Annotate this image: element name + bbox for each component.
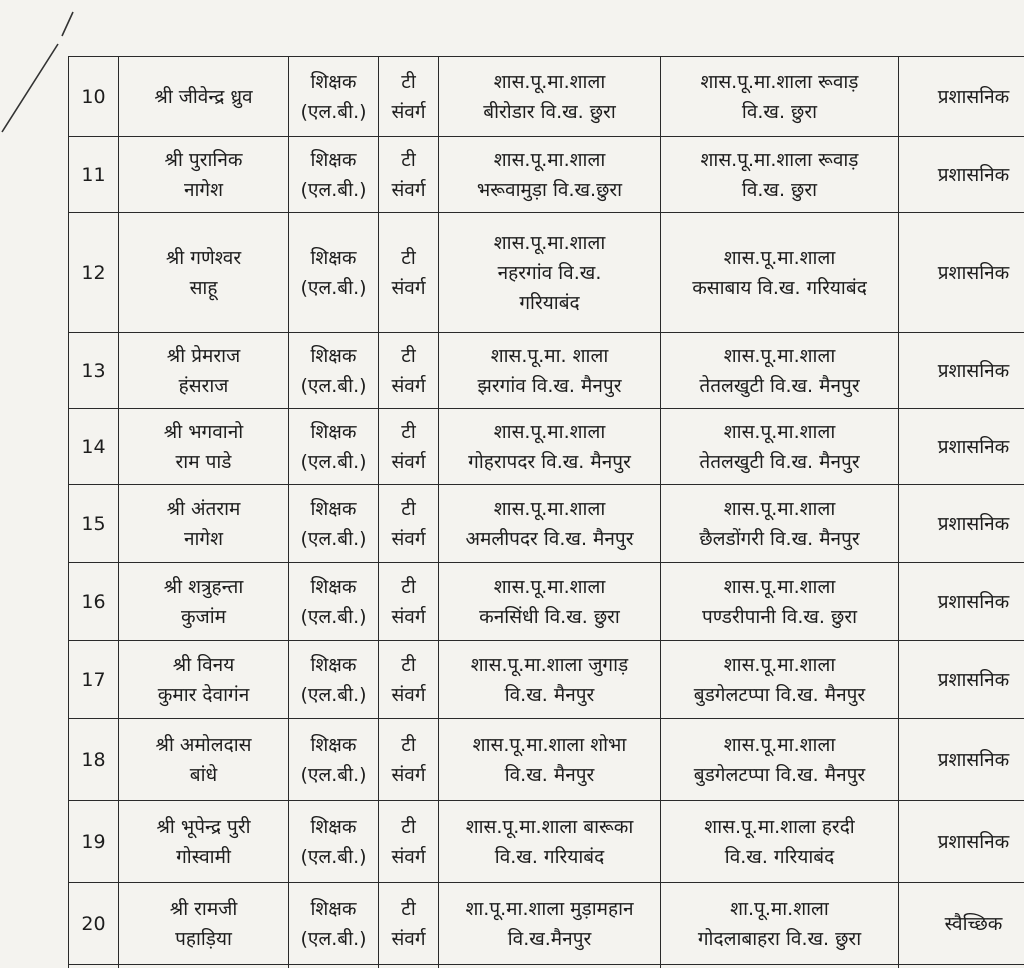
cadre-cell-line: टी — [401, 653, 416, 676]
transfer-school-cell-line: छैलडोंगरी वि.ख. मैनपुर — [699, 527, 860, 550]
transfer-type-cell: प्रशासनिक — [899, 333, 1024, 409]
partial-cell — [899, 965, 1024, 968]
table-row — [69, 137, 1024, 213]
teacher-name-cell — [119, 57, 289, 137]
current-school-cell-line: गोहरापदर वि.ख. मैनपुर — [468, 450, 631, 473]
post-cell-line: (एल.बी.) — [300, 276, 367, 299]
transfer-school-cell-line: शास.पू.मा.शाला रूवाड़ — [700, 70, 859, 93]
transfer-school-cell-line: तेतलखुटी वि.ख. मैनपुर — [699, 450, 860, 473]
cadre-cell — [379, 883, 439, 965]
current-school-cell-line: झरगांव वि.ख. मैनपुर — [477, 374, 622, 397]
teacher-name-cell-line: कुजांम — [181, 605, 226, 628]
transfer-type-cell: प्रशासनिक — [899, 213, 1024, 333]
transfer-school-cell-line: शास.पू.मा.शाला — [723, 653, 836, 676]
cadre-cell-line: संवर्ग — [391, 605, 426, 628]
current-school-cell-line: शास.पू.मा.शाला — [493, 70, 606, 93]
teacher-name-cell — [119, 641, 289, 719]
current-school-cell-line: शास.पू.मा.शाला शोभा — [472, 733, 627, 756]
post-cell — [289, 883, 379, 965]
teacher-name-cell — [119, 409, 289, 485]
teacher-name-cell-line: श्री पुरानिक — [164, 148, 243, 171]
post-cell-line: शिक्षक — [310, 148, 357, 171]
post-cell — [289, 801, 379, 883]
transfer-type-cell: प्रशासनिक — [899, 801, 1024, 883]
partial-cell — [439, 965, 661, 968]
teacher-name-cell — [119, 137, 289, 213]
cadre-cell — [379, 137, 439, 213]
cadre-cell — [379, 801, 439, 883]
transfer-school-cell — [661, 883, 899, 965]
transfer-school-cell-line: शास.पू.मा.शाला हरदी — [704, 815, 855, 838]
transfer-school-cell — [661, 137, 899, 213]
current-school-cell-line: बीरोडार वि.ख. छुरा — [483, 100, 616, 123]
cadre-cell-line: संवर्ग — [391, 763, 426, 786]
serial-number-cell: 10 — [69, 57, 119, 137]
transfer-school-cell-line: शास.पू.मा.शाला — [723, 344, 836, 367]
partial-cell — [661, 965, 899, 968]
transfer-school-cell — [661, 719, 899, 801]
current-school-cell-line: वि.ख. गरियाबंद — [494, 845, 605, 868]
transfer-school-cell — [661, 333, 899, 409]
cadre-cell-line: टी — [401, 70, 416, 93]
partial-cell — [289, 965, 379, 968]
current-school-cell-line: अमलीपदर वि.ख. मैनपुर — [465, 527, 634, 550]
cadre-cell-line: टी — [401, 815, 416, 838]
post-cell-line: शिक्षक — [310, 497, 357, 520]
teacher-name-cell-line: श्री भगवानो — [163, 420, 244, 443]
current-school-cell-line: शास.पू.मा.शाला — [493, 148, 606, 171]
table-row — [69, 719, 1024, 801]
post-cell-line: (एल.बी.) — [300, 927, 367, 950]
table-row-partial — [69, 965, 1024, 968]
post-cell-line: शिक्षक — [310, 344, 357, 367]
current-school-cell — [439, 485, 661, 563]
current-school-cell — [439, 409, 661, 485]
serial-number-cell: 17 — [69, 641, 119, 719]
transfer-school-cell-line: पण्डरीपानी वि.ख. छुरा — [701, 605, 858, 628]
teacher-name-cell-line: गोस्वामी — [176, 845, 231, 868]
table-row — [69, 485, 1024, 563]
teacher-name-cell-line: श्री विनय — [172, 653, 235, 676]
current-school-cell-line: भरूवामुड़ा वि.ख.छुरा — [476, 178, 623, 201]
table-row — [69, 213, 1024, 333]
serial-number-cell: 18 — [69, 719, 119, 801]
cadre-cell — [379, 563, 439, 641]
transfer-school-cell — [661, 213, 899, 333]
partial-cell — [69, 965, 119, 968]
serial-number-cell: 20 — [69, 883, 119, 965]
teacher-name-cell — [119, 563, 289, 641]
cadre-cell-line: संवर्ग — [391, 450, 426, 473]
transfer-school-cell-line: वि.ख. छुरा — [741, 178, 818, 201]
cadre-cell-line: टी — [401, 420, 416, 443]
partial-cell — [119, 965, 289, 968]
transfer-school-cell-line: वि.ख. गरियाबंद — [724, 845, 835, 868]
post-cell — [289, 409, 379, 485]
current-school-cell-line: नहरगांव वि.ख. — [497, 261, 602, 284]
post-cell — [289, 137, 379, 213]
post-cell — [289, 213, 379, 333]
partial-cell — [379, 965, 439, 968]
current-school-cell — [439, 641, 661, 719]
current-school-cell — [439, 563, 661, 641]
post-cell-line: शिक्षक — [310, 246, 357, 269]
cadre-cell-line: संवर्ग — [391, 276, 426, 299]
teacher-name-cell-line: हंसराज — [178, 374, 229, 397]
post-cell-line: शिक्षक — [310, 897, 357, 920]
cadre-cell-line: संवर्ग — [391, 178, 426, 201]
current-school-cell — [439, 883, 661, 965]
transfer-school-cell — [661, 641, 899, 719]
serial-number-cell: 11 — [69, 137, 119, 213]
current-school-cell-line: शा.पू.मा.शाला मुड़ामहान — [465, 897, 634, 920]
transfer-type-cell: प्रशासनिक — [899, 485, 1024, 563]
transfer-school-cell — [661, 563, 899, 641]
table-row — [69, 333, 1024, 409]
post-cell-line: (एल.बी.) — [300, 178, 367, 201]
teacher-name-cell-line: साहू — [189, 276, 218, 299]
transfer-type-cell: प्रशासनिक — [899, 409, 1024, 485]
post-cell-line: (एल.बी.) — [300, 527, 367, 550]
transfer-type-cell: प्रशासनिक — [899, 641, 1024, 719]
cadre-cell — [379, 409, 439, 485]
post-cell — [289, 485, 379, 563]
transfer-school-cell-line: शास.पू.मा.शाला — [723, 246, 836, 269]
post-cell-line: (एल.बी.) — [300, 100, 367, 123]
teacher-name-cell — [119, 333, 289, 409]
post-cell — [289, 57, 379, 137]
transfer-school-cell-line: शास.पू.मा.शाला — [723, 497, 836, 520]
post-cell-line: (एल.बी.) — [300, 763, 367, 786]
current-school-cell — [439, 801, 661, 883]
post-cell-line: (एल.बी.) — [300, 845, 367, 868]
transfer-school-cell — [661, 485, 899, 563]
transfer-type-cell: प्रशासनिक — [899, 719, 1024, 801]
transfer-school-cell — [661, 409, 899, 485]
transfer-type-cell: प्रशासनिक — [899, 137, 1024, 213]
cadre-cell-line: टी — [401, 733, 416, 756]
teacher-name-cell-line: कुमार देवागंन — [157, 683, 250, 706]
cadre-cell-line: संवर्ग — [391, 683, 426, 706]
current-school-cell-line: वि.ख. मैनपुर — [504, 763, 595, 786]
transfer-school-cell-line: शास.पू.मा.शाला — [723, 575, 836, 598]
cadre-cell — [379, 719, 439, 801]
teacher-name-cell — [119, 801, 289, 883]
transfer-table-body — [69, 57, 1024, 968]
transfer-school-cell-line: तेतलखुटी वि.ख. मैनपुर — [699, 374, 860, 397]
current-school-cell — [439, 333, 661, 409]
current-school-cell-line: शास.पू.मा. शाला — [490, 344, 609, 367]
teacher-name-cell-line: नागेश — [183, 527, 224, 550]
current-school-cell-line: शास.पू.मा.शाला जुगाड़ — [470, 653, 629, 676]
teacher-name-cell — [119, 883, 289, 965]
serial-number-cell: 15 — [69, 485, 119, 563]
teacher-name-cell-line: पहाड़िया — [175, 927, 232, 950]
post-cell-line: (एल.बी.) — [300, 683, 367, 706]
current-school-cell-line: शास.पू.मा.शाला — [493, 231, 606, 254]
post-cell — [289, 641, 379, 719]
transfer-table — [68, 56, 1024, 968]
teacher-name-cell — [119, 213, 289, 333]
teacher-name-cell-line: श्री भूपेन्द्र पुरी — [156, 815, 251, 838]
current-school-cell — [439, 57, 661, 137]
post-cell-line: (एल.बी.) — [300, 450, 367, 473]
cadre-cell — [379, 213, 439, 333]
current-school-cell — [439, 719, 661, 801]
teacher-name-cell-line: श्री अंतराम — [166, 497, 241, 520]
serial-number-cell: 12 — [69, 213, 119, 333]
serial-number-cell: 13 — [69, 333, 119, 409]
current-school-cell-line: शास.पू.मा.शाला बारूका — [465, 815, 634, 838]
cadre-cell-line: टी — [401, 344, 416, 367]
post-cell-line: शिक्षक — [310, 815, 357, 838]
teacher-name-cell-line: श्री रामजी — [169, 897, 238, 920]
serial-number-cell: 16 — [69, 563, 119, 641]
transfer-school-cell-line: कसाबाय वि.ख. गरियाबंद — [692, 276, 867, 299]
current-school-cell-line: कनसिंधी वि.ख. छुरा — [479, 605, 620, 628]
cadre-cell-line: संवर्ग — [391, 927, 426, 950]
post-cell-line: शिक्षक — [310, 70, 357, 93]
current-school-cell-line: वि.ख. मैनपुर — [504, 683, 595, 706]
cadre-cell-line: टी — [401, 575, 416, 598]
table-row — [69, 801, 1024, 883]
cadre-cell-line: संवर्ग — [391, 374, 426, 397]
cadre-cell-line: टी — [401, 897, 416, 920]
current-school-cell-line: शास.पू.मा.शाला — [493, 575, 606, 598]
teacher-name-cell-line: राम पाडे — [175, 450, 232, 473]
transfer-school-cell-line: बुडगेलटप्पा वि.ख. मैनपुर — [693, 683, 866, 706]
cadre-cell-line: संवर्ग — [391, 527, 426, 550]
teacher-name-cell-line: श्री गणेश्वर — [165, 246, 242, 269]
transfer-type-cell: प्रशासनिक — [899, 57, 1024, 137]
teacher-name-cell-line: श्री जीवेन्द्र ध्रुव — [154, 85, 253, 108]
cadre-cell-line: टी — [401, 497, 416, 520]
serial-number-cell: 14 — [69, 409, 119, 485]
table-row — [69, 57, 1024, 137]
post-cell-line: शिक्षक — [310, 420, 357, 443]
post-cell-line: शिक्षक — [310, 575, 357, 598]
cadre-cell-line: संवर्ग — [391, 845, 426, 868]
serial-number-cell: 19 — [69, 801, 119, 883]
post-cell — [289, 333, 379, 409]
table-row — [69, 409, 1024, 485]
current-school-cell — [439, 213, 661, 333]
cadre-cell-line: संवर्ग — [391, 100, 426, 123]
teacher-name-cell-line: नागेश — [183, 178, 224, 201]
cadre-cell-line: टी — [401, 246, 416, 269]
cadre-cell — [379, 333, 439, 409]
transfer-school-cell — [661, 57, 899, 137]
transfer-school-cell-line: शास.पू.मा.शाला रूवाड़ — [700, 148, 859, 171]
current-school-cell-line: वि.ख.मैनपुर — [507, 927, 592, 950]
current-school-cell-line: गरियाबंद — [519, 291, 580, 314]
current-school-cell-line: शास.पू.मा.शाला — [493, 420, 606, 443]
table-row — [69, 563, 1024, 641]
transfer-school-cell — [661, 801, 899, 883]
transfer-school-cell-line: शास.पू.मा.शाला — [723, 420, 836, 443]
post-cell — [289, 563, 379, 641]
cadre-cell — [379, 57, 439, 137]
post-cell-line: (एल.बी.) — [300, 605, 367, 628]
teacher-name-cell-line: बांधे — [189, 763, 218, 786]
teacher-name-cell — [119, 485, 289, 563]
transfer-school-cell-line: शा.पू.मा.शाला — [730, 897, 829, 920]
transfer-school-cell-line: बुडगेलटप्पा वि.ख. मैनपुर — [693, 763, 866, 786]
post-cell-line: (एल.बी.) — [300, 374, 367, 397]
teacher-name-cell-line: श्री अमोलदास — [155, 733, 252, 756]
table-row — [69, 883, 1024, 965]
post-cell — [289, 719, 379, 801]
cadre-cell — [379, 641, 439, 719]
cadre-cell-line: टी — [401, 148, 416, 171]
transfer-school-cell-line: शास.पू.मा.शाला — [723, 733, 836, 756]
transfer-school-cell-line: वि.ख. छुरा — [741, 100, 818, 123]
teacher-name-cell-line: श्री शत्रुहन्ता — [163, 575, 244, 598]
post-cell-line: शिक्षक — [310, 653, 357, 676]
table-row — [69, 641, 1024, 719]
current-school-cell-line: शास.पू.मा.शाला — [493, 497, 606, 520]
transfer-type-cell: स्वैच्छिक — [899, 883, 1024, 965]
transfer-school-cell-line: गोदलाबाहरा वि.ख. छुरा — [697, 927, 862, 950]
post-cell-line: शिक्षक — [310, 733, 357, 756]
teacher-name-cell — [119, 719, 289, 801]
current-school-cell — [439, 137, 661, 213]
teacher-name-cell-line: श्री प्रेमराज — [166, 344, 241, 367]
transfer-type-cell: प्रशासनिक — [899, 563, 1024, 641]
cadre-cell — [379, 485, 439, 563]
